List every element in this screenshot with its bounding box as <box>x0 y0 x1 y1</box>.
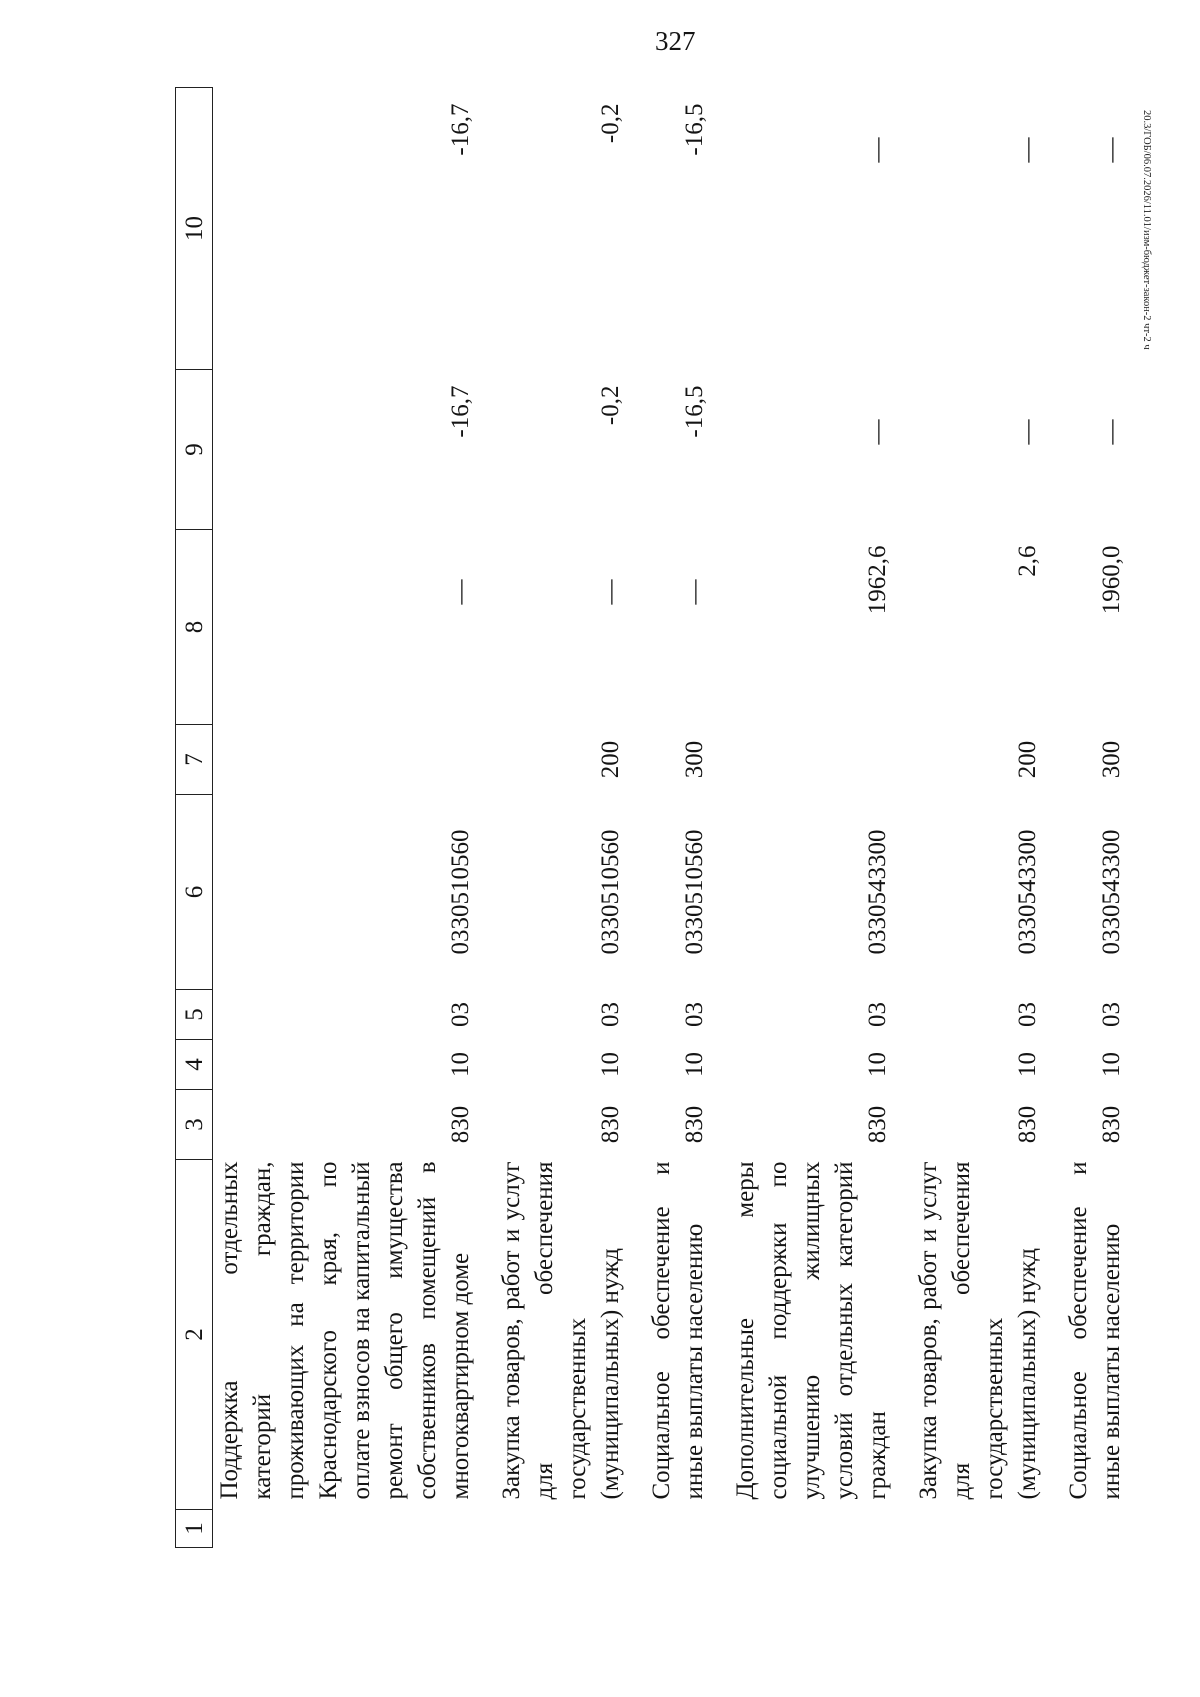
cell-csr: 0330543300 <box>1098 829 1125 955</box>
cell-col10: -16,7 <box>447 103 474 156</box>
row-description: Дополнительные меры социальной поддержки по улучшению жилищных условий отдельных категорий граждан <box>732 1161 891 1500</box>
cell-ved: 830 <box>1098 1105 1125 1144</box>
cell-col9: -0,2 <box>597 385 624 426</box>
cell-col9: -16,7 <box>447 385 474 438</box>
cell-csr: 0330510560 <box>681 829 708 955</box>
column-header: 2 <box>176 1160 213 1510</box>
cell-col8: — <box>597 579 624 605</box>
cell-pr: 03 <box>864 1002 891 1027</box>
row-description: Социальное обеспечение и иные выплаты населению <box>648 1161 708 1500</box>
cell-rz: 10 <box>1014 1052 1041 1077</box>
row-spacer-cell <box>1062 1510 1146 1548</box>
column-header: 7 <box>176 725 213 795</box>
cell-csr: 0330510560 <box>597 829 624 955</box>
cell-col10: — <box>1014 137 1041 163</box>
cell-pr: 03 <box>597 1002 624 1027</box>
cell-pr: 03 <box>1014 1002 1041 1027</box>
column-header: 4 <box>176 1040 213 1090</box>
cell-rz: 10 <box>864 1052 891 1077</box>
cell-rz: 10 <box>597 1052 624 1077</box>
row-spacer-cell <box>495 1510 645 1548</box>
column-header: 8 <box>176 530 213 725</box>
cell-col9: — <box>864 419 891 445</box>
cell-rz: 10 <box>681 1052 708 1077</box>
cell-vr <box>729 725 912 795</box>
cell-vr: 300 <box>1098 740 1125 779</box>
cell-pr: 03 <box>447 1002 474 1027</box>
column-header: 1 <box>176 1510 213 1548</box>
cell-col10: — <box>864 137 891 163</box>
table-row <box>912 88 1062 1548</box>
row-description: Закупка товаров, работ и услуг для обеспечения государственных (муниципальных) нужд <box>498 1161 624 1500</box>
row-spacer-cell <box>729 1510 912 1548</box>
cell-vr: 200 <box>1014 740 1041 779</box>
row-description: Закупка товаров, работ и услуг для обеспечения государственных (муниципальных) нужд <box>915 1161 1041 1500</box>
cell-csr: 0330543300 <box>864 829 891 955</box>
cell-rz: 10 <box>447 1052 474 1077</box>
cell-col8: 1962,6 <box>864 545 891 615</box>
cell-ved: 830 <box>864 1105 891 1144</box>
table-row <box>1062 88 1146 1548</box>
cell-ved: 830 <box>597 1105 624 1144</box>
header-row <box>176 88 213 1548</box>
cell-col8: — <box>681 579 708 605</box>
cell-col9: -16,5 <box>681 385 708 438</box>
cell-pr: 03 <box>681 1002 708 1027</box>
cell-rz: 10 <box>1098 1052 1125 1077</box>
column-header: 10 <box>176 88 213 370</box>
row-description: Поддержка отдельных категорий граждан, проживающих на территории Краснодарского края, по оплате взносов на капитальный ремонт общего имущества собственников помещений в многоквартирном доме <box>216 1161 474 1500</box>
budget-table <box>175 87 1146 1548</box>
cell-col9: — <box>1014 419 1041 445</box>
table-row <box>729 88 912 1548</box>
cell-col8: 1960,0 <box>1098 545 1125 615</box>
cell-col8: — <box>447 579 474 605</box>
cell-col9: — <box>1098 419 1125 445</box>
column-header: 5 <box>176 990 213 1040</box>
row-spacer-cell <box>213 1510 496 1548</box>
cell-col10: — <box>1098 137 1125 163</box>
table-row <box>213 88 496 1548</box>
cell-ved: 830 <box>447 1105 474 1144</box>
cell-pr: 03 <box>1098 1002 1125 1027</box>
cell-vr <box>213 725 496 795</box>
column-header: 6 <box>176 795 213 990</box>
rotated-table-container <box>175 88 1125 1548</box>
row-description: Социальное обеспечение и иные выплаты населению <box>1065 1161 1125 1500</box>
table-row <box>495 88 645 1548</box>
cell-ved: 830 <box>681 1105 708 1144</box>
column-header: 3 <box>176 1090 213 1160</box>
cell-col10: -16,5 <box>681 103 708 156</box>
cell-col10: -0,2 <box>597 103 624 144</box>
cell-csr: 0330543300 <box>1014 829 1041 955</box>
page-number: 327 <box>655 26 696 56</box>
document-footer-note: 20.3/ГОБ/06.07.2026/11.01/изм-бюджет-закон-2 чт-2 ч <box>1141 110 1152 350</box>
cell-csr: 0330510560 <box>447 829 474 955</box>
cell-vr: 200 <box>597 740 624 779</box>
row-spacer-cell <box>645 1510 729 1548</box>
cell-ved: 830 <box>1014 1105 1041 1144</box>
cell-vr: 300 <box>681 740 708 779</box>
column-header: 9 <box>176 370 213 530</box>
row-spacer-cell <box>912 1510 1062 1548</box>
cell-col8: 2,6 <box>1014 545 1041 577</box>
table-row <box>645 88 729 1548</box>
